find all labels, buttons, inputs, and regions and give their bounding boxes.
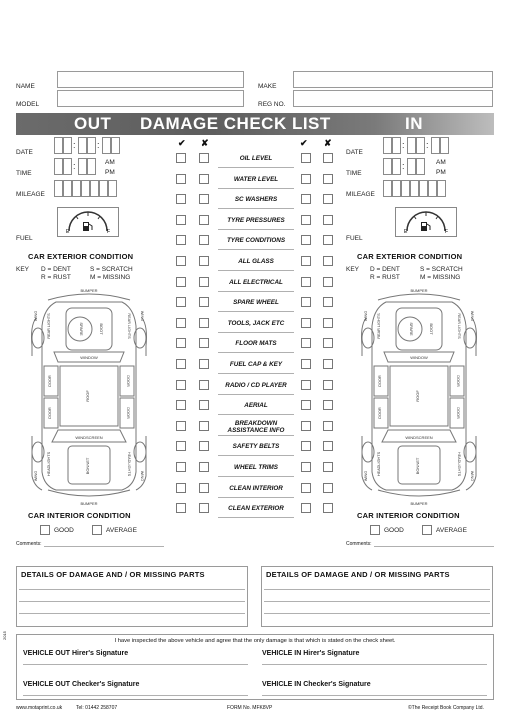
side-code: 2015 bbox=[2, 631, 7, 640]
in-yes-checkbox[interactable] bbox=[301, 400, 311, 410]
digit-box[interactable] bbox=[54, 180, 63, 197]
out-no-checkbox[interactable] bbox=[199, 338, 209, 348]
in-yes-checkbox[interactable] bbox=[301, 380, 311, 390]
checklist-row-line bbox=[218, 414, 294, 415]
in-yes-checkbox[interactable] bbox=[301, 338, 311, 348]
checklist-row-line bbox=[218, 373, 294, 374]
svg-text:F: F bbox=[445, 229, 449, 235]
in-no-checkbox[interactable] bbox=[323, 318, 333, 328]
left-interior-title: CAR INTERIOR CONDITION bbox=[28, 511, 131, 520]
right-average-label: AVERAGE bbox=[436, 527, 467, 534]
right-good-label: GOOD bbox=[384, 527, 404, 534]
right-time-label: TIME bbox=[346, 170, 362, 177]
out-no-checkbox[interactable] bbox=[199, 400, 209, 410]
right-key-s: S = SCRATCH bbox=[420, 266, 463, 273]
checklist-item-label: BREAKDOWN ASSISTANCE INFO bbox=[227, 420, 285, 434]
digit-box[interactable] bbox=[78, 137, 87, 154]
out-checker-signature-label: VEHICLE OUT Checker's Signature bbox=[23, 681, 140, 688]
checklist-row-line bbox=[218, 476, 294, 477]
name-label: NAME bbox=[16, 83, 35, 90]
digit-box[interactable] bbox=[72, 180, 81, 197]
out-no-checkbox[interactable] bbox=[199, 194, 209, 204]
left-average-label: AVERAGE bbox=[106, 527, 137, 534]
digit-box[interactable] bbox=[383, 180, 392, 197]
right-details-title: DETAILS OF DAMAGE AND / OR MISSING PARTS bbox=[266, 570, 450, 579]
footer-copyright: ©The Receipt Book Company Ltd. bbox=[408, 705, 484, 711]
right-fuel-gauge-icon[interactable] bbox=[395, 207, 457, 237]
checklist-row-line bbox=[218, 291, 294, 292]
bumper-label: BUMPER bbox=[410, 501, 428, 506]
in-yes-checkbox[interactable] bbox=[301, 421, 311, 431]
out-yes-checkbox[interactable] bbox=[176, 421, 186, 431]
out-no-checkbox[interactable] bbox=[199, 421, 209, 431]
checklist-item-label: TYRE CONDITIONS bbox=[226, 237, 286, 244]
digit-box[interactable] bbox=[416, 158, 425, 175]
in-yes-checkbox[interactable] bbox=[301, 359, 311, 369]
in-yes-checkbox[interactable] bbox=[301, 483, 311, 493]
out-yes-tick-icon: ✔ bbox=[178, 138, 186, 148]
checklist-row-line bbox=[218, 352, 294, 353]
digit-box[interactable] bbox=[63, 137, 72, 154]
rear-lights-label: REAR LIGHTS bbox=[127, 313, 131, 339]
title-banner bbox=[16, 113, 494, 135]
digit-box[interactable] bbox=[407, 137, 416, 154]
checklist-item-label: SAFETY BELTS bbox=[232, 443, 280, 450]
door-label: DOOR bbox=[126, 375, 130, 387]
checklist-item-label: RADIO / CD PLAYER bbox=[225, 382, 287, 389]
left-comments-label: Comments: bbox=[16, 541, 42, 547]
front-bumper bbox=[48, 490, 130, 496]
banner-in: IN bbox=[405, 114, 423, 133]
digit-box[interactable] bbox=[90, 180, 99, 197]
footer-form-number: FORM No. MFK8VP bbox=[227, 705, 273, 711]
boot-panel bbox=[396, 308, 442, 350]
right-date-label: DATE bbox=[346, 149, 363, 156]
digit-box[interactable] bbox=[63, 158, 72, 175]
in-yes-checkbox[interactable] bbox=[301, 462, 311, 472]
checklist-row-line bbox=[218, 332, 294, 333]
digit-box[interactable] bbox=[437, 180, 446, 197]
wing-label: WING bbox=[140, 470, 144, 482]
checklist-item-label: FLOOR MATS bbox=[235, 340, 277, 347]
in-yes-tick-icon: ✔ bbox=[300, 138, 308, 148]
headlights-label: HEADLIGHTS bbox=[377, 451, 381, 477]
bumper-label: BUMPER bbox=[80, 288, 98, 293]
out-yes-checkbox[interactable] bbox=[176, 441, 186, 451]
out-yes-checkbox[interactable] bbox=[176, 297, 186, 307]
out-no-checkbox[interactable] bbox=[199, 483, 209, 493]
digit-box[interactable] bbox=[54, 158, 63, 175]
bumper-label: BUMPER bbox=[80, 501, 98, 506]
digit-box[interactable] bbox=[383, 137, 392, 154]
separator: : bbox=[73, 161, 76, 171]
in-yes-checkbox[interactable] bbox=[301, 318, 311, 328]
checklist-row-line bbox=[218, 517, 294, 518]
right-fuel-label: FUEL bbox=[346, 235, 363, 242]
door-label: DOOR bbox=[456, 407, 460, 419]
model-label: MODEL bbox=[16, 101, 40, 108]
in-no-checkbox[interactable] bbox=[323, 400, 333, 410]
digit-box[interactable] bbox=[407, 158, 416, 175]
out-yes-checkbox[interactable] bbox=[176, 153, 186, 163]
in-checker-signature-line[interactable] bbox=[262, 695, 487, 696]
checklist-row-line bbox=[218, 435, 294, 436]
out-yes-checkbox[interactable] bbox=[176, 277, 186, 287]
right-key-d: D = DENT bbox=[370, 266, 400, 273]
out-yes-checkbox[interactable] bbox=[176, 359, 186, 369]
checklist-row-line bbox=[218, 188, 294, 189]
checklist-row-line bbox=[218, 229, 294, 230]
left-key-r: R = RUST bbox=[41, 274, 71, 281]
out-no-checkbox[interactable] bbox=[199, 503, 209, 513]
checklist-row-line bbox=[218, 167, 294, 168]
out-yes-checkbox[interactable] bbox=[176, 338, 186, 348]
left-key-m: M = MISSING bbox=[90, 274, 131, 281]
left-comments-line[interactable] bbox=[44, 546, 164, 547]
front-bumper bbox=[378, 490, 460, 496]
in-no-checkbox[interactable] bbox=[323, 277, 333, 287]
out-no-checkbox[interactable] bbox=[199, 235, 209, 245]
wing-label: WING bbox=[364, 470, 368, 482]
left-time-label: TIME bbox=[16, 170, 32, 177]
left-date-label: DATE bbox=[16, 149, 33, 156]
in-yes-checkbox[interactable] bbox=[301, 256, 311, 266]
bonnet-label: BONNET bbox=[85, 457, 90, 475]
checklist-item-label: SC WASHERS bbox=[234, 196, 278, 203]
digit-box[interactable] bbox=[87, 158, 96, 175]
checklist-row-line bbox=[218, 249, 294, 250]
digit-box[interactable] bbox=[416, 137, 425, 154]
footer-tel: Tel: 01442 258707 bbox=[76, 705, 118, 711]
in-no-checkbox[interactable] bbox=[323, 380, 333, 390]
digit-box[interactable] bbox=[87, 137, 96, 154]
out-no-checkbox[interactable] bbox=[199, 256, 209, 266]
roof-label: ROOF bbox=[85, 390, 90, 402]
in-no-checkbox[interactable] bbox=[323, 359, 333, 369]
out-yes-checkbox[interactable] bbox=[176, 400, 186, 410]
checklist-row-line bbox=[218, 497, 294, 498]
headlights-label: HEADLIGHTS bbox=[127, 451, 131, 477]
in-hirer-signature-line[interactable] bbox=[262, 664, 487, 665]
out-no-checkbox[interactable] bbox=[199, 318, 209, 328]
headlights-label: HEADLIGHTS bbox=[457, 451, 461, 477]
boot-label: BOOT bbox=[99, 323, 104, 335]
out-no-cross-icon: ✘ bbox=[201, 138, 209, 148]
car-outline-icon bbox=[358, 286, 480, 508]
in-no-checkbox[interactable] bbox=[323, 215, 333, 225]
digit-box[interactable] bbox=[102, 137, 111, 154]
car-outline-icon bbox=[28, 286, 150, 508]
checklist-item-label: ALL ELECTRICAL bbox=[229, 279, 283, 286]
out-yes-checkbox[interactable] bbox=[176, 380, 186, 390]
left-good-checkbox[interactable] bbox=[40, 525, 50, 535]
right-key-label: KEY bbox=[346, 266, 360, 273]
in-yes-checkbox[interactable] bbox=[301, 503, 311, 513]
checklist-item-label: WATER LEVEL bbox=[233, 176, 279, 183]
roof-label: ROOF bbox=[415, 390, 420, 402]
checklist-item-label: TOOLS, JACK ETC bbox=[227, 320, 285, 327]
in-hirer-signature-label: VEHICLE IN Hirer's Signature bbox=[262, 650, 360, 657]
rear-bumper bbox=[378, 294, 460, 300]
in-yes-checkbox[interactable] bbox=[301, 194, 311, 204]
digit-box[interactable] bbox=[78, 158, 87, 175]
headlights-label: HEADLIGHTS bbox=[47, 451, 51, 477]
left-details-line-2[interactable] bbox=[19, 601, 245, 602]
checklist-row-line bbox=[218, 394, 294, 395]
svg-text:F: F bbox=[107, 229, 111, 235]
checklist-row-line bbox=[218, 455, 294, 456]
right-comments-line[interactable] bbox=[374, 546, 494, 547]
digit-box[interactable] bbox=[428, 180, 437, 197]
right-am-label: AM bbox=[436, 159, 446, 166]
checklist-item-label: TYRE PRESSURES bbox=[227, 217, 285, 224]
rear-bumper bbox=[48, 294, 130, 300]
bumper-label: BUMPER bbox=[410, 288, 428, 293]
make-label: MAKE bbox=[258, 83, 277, 90]
digit-box[interactable] bbox=[111, 137, 120, 154]
out-hirer-signature-label: VEHICLE OUT Hirer's Signature bbox=[23, 650, 129, 657]
left-mileage-label: MILEAGE bbox=[16, 191, 45, 198]
in-checker-signature-label: VEHICLE IN Checker's Signature bbox=[262, 681, 371, 688]
digit-box[interactable] bbox=[383, 158, 392, 175]
checklist-row-line bbox=[218, 208, 294, 209]
checklist-item-label: AERIAL bbox=[244, 402, 268, 409]
boot-panel bbox=[66, 308, 112, 350]
checklist-item-label: SPARE WHEEL bbox=[233, 299, 279, 306]
digit-box[interactable] bbox=[108, 180, 117, 197]
right-key-m: M = MISSING bbox=[420, 274, 461, 281]
reg-label: REG NO. bbox=[258, 101, 286, 108]
svg-text:E: E bbox=[404, 229, 408, 235]
checklist-item-label: WHEEL TRIMS bbox=[234, 464, 278, 471]
wing-label: WING bbox=[470, 310, 474, 322]
right-exterior-title: CAR EXTERIOR CONDITION bbox=[357, 252, 463, 261]
checklist-row-line bbox=[218, 311, 294, 312]
make-field[interactable] bbox=[293, 71, 493, 88]
left-fuel-label: FUEL bbox=[16, 235, 33, 242]
wing-label: WING bbox=[140, 310, 144, 322]
digit-box[interactable] bbox=[392, 158, 401, 175]
in-no-checkbox[interactable] bbox=[323, 297, 333, 307]
checklist-item-label: FUEL CAP & KEY bbox=[229, 361, 283, 368]
agreement-statement: I have inspected the above vehicle and agree that the only damage is that which is stated on the check sheet. bbox=[114, 638, 396, 644]
out-no-checkbox[interactable] bbox=[199, 277, 209, 287]
in-no-checkbox[interactable] bbox=[323, 256, 333, 266]
right-comments-label: Comments: bbox=[346, 541, 372, 547]
checklist-item-label: CLEAN EXTERIOR bbox=[228, 505, 284, 512]
left-details-line-3[interactable] bbox=[19, 613, 245, 614]
out-yes-checkbox[interactable] bbox=[176, 235, 186, 245]
separator: : bbox=[402, 140, 405, 150]
out-hirer-signature-line[interactable] bbox=[23, 664, 248, 665]
rear-lights-label: REAR LIGHTS bbox=[377, 313, 381, 339]
in-yes-checkbox[interactable] bbox=[301, 174, 311, 184]
out-no-checkbox[interactable] bbox=[199, 359, 209, 369]
digit-box[interactable] bbox=[431, 137, 440, 154]
digit-box[interactable] bbox=[392, 180, 401, 197]
spare-label: SPARE bbox=[409, 322, 414, 336]
in-no-checkbox[interactable] bbox=[323, 421, 333, 431]
right-good-checkbox[interactable] bbox=[370, 525, 380, 535]
door-label: DOOR bbox=[378, 407, 382, 419]
spare-label: SPARE bbox=[79, 322, 84, 336]
door-label: DOOR bbox=[48, 375, 52, 387]
in-no-checkbox[interactable] bbox=[323, 235, 333, 245]
in-no-checkbox[interactable] bbox=[323, 503, 333, 513]
digit-box[interactable] bbox=[410, 180, 419, 197]
window-label: WINDOW bbox=[80, 355, 98, 360]
left-key-s: S = SCRATCH bbox=[90, 266, 133, 273]
separator: : bbox=[97, 140, 100, 150]
right-average-checkbox[interactable] bbox=[422, 525, 432, 535]
rear-lights-label: REAR LIGHTS bbox=[457, 313, 461, 339]
right-key-r: R = RUST bbox=[370, 274, 400, 281]
wing-label: WING bbox=[34, 310, 38, 322]
name-field[interactable] bbox=[57, 71, 244, 88]
in-no-checkbox[interactable] bbox=[323, 194, 333, 204]
left-key-d: D = DENT bbox=[41, 266, 71, 273]
in-no-checkbox[interactable] bbox=[323, 483, 333, 493]
bonnet-label: BONNET bbox=[415, 457, 420, 475]
out-no-checkbox[interactable] bbox=[199, 215, 209, 225]
digit-box[interactable] bbox=[81, 180, 90, 197]
model-field[interactable] bbox=[57, 90, 244, 107]
wing-label: WING bbox=[470, 470, 474, 482]
left-details-box[interactable] bbox=[16, 566, 248, 627]
left-average-checkbox[interactable] bbox=[92, 525, 102, 535]
out-yes-checkbox[interactable] bbox=[176, 194, 186, 204]
out-yes-checkbox[interactable] bbox=[176, 483, 186, 493]
banner-out: OUT bbox=[74, 114, 112, 133]
in-no-cross-icon: ✘ bbox=[324, 138, 332, 148]
out-no-checkbox[interactable] bbox=[199, 380, 209, 390]
digit-box[interactable] bbox=[440, 137, 449, 154]
right-interior-title: CAR INTERIOR CONDITION bbox=[357, 511, 460, 520]
out-no-checkbox[interactable] bbox=[199, 462, 209, 472]
signature-box bbox=[16, 634, 494, 700]
out-no-checkbox[interactable] bbox=[199, 441, 209, 451]
wing-label: WING bbox=[364, 310, 368, 322]
right-details-line-1[interactable] bbox=[264, 589, 490, 590]
in-no-checkbox[interactable] bbox=[323, 174, 333, 184]
footer-website: www.motaprint.co.uk bbox=[16, 705, 63, 711]
right-details-line-2[interactable] bbox=[264, 601, 490, 602]
in-yes-checkbox[interactable] bbox=[301, 277, 311, 287]
checklist-item-label: OIL LEVEL bbox=[239, 155, 273, 162]
left-pm-label: PM bbox=[105, 169, 115, 176]
out-yes-checkbox[interactable] bbox=[176, 462, 186, 472]
in-yes-checkbox[interactable] bbox=[301, 153, 311, 163]
right-pm-label: PM bbox=[436, 169, 446, 176]
door-label: DOOR bbox=[456, 375, 460, 387]
out-no-checkbox[interactable] bbox=[199, 153, 209, 163]
in-yes-checkbox[interactable] bbox=[301, 441, 311, 451]
in-no-checkbox[interactable] bbox=[323, 153, 333, 163]
in-no-checkbox[interactable] bbox=[323, 338, 333, 348]
out-yes-checkbox[interactable] bbox=[176, 215, 186, 225]
in-no-checkbox[interactable] bbox=[323, 441, 333, 451]
out-checker-signature-line[interactable] bbox=[23, 695, 248, 696]
rear-lights-label: REAR LIGHTS bbox=[47, 313, 51, 339]
banner-title: DAMAGE CHECK LIST bbox=[140, 114, 331, 133]
reg-field[interactable] bbox=[293, 90, 493, 107]
out-yes-checkbox[interactable] bbox=[176, 256, 186, 266]
door-label: DOOR bbox=[126, 407, 130, 419]
out-yes-checkbox[interactable] bbox=[176, 318, 186, 328]
left-good-label: GOOD bbox=[54, 527, 74, 534]
boot-label: BOOT bbox=[429, 323, 434, 335]
out-no-checkbox[interactable] bbox=[199, 297, 209, 307]
out-yes-checkbox[interactable] bbox=[176, 503, 186, 513]
left-exterior-title: CAR EXTERIOR CONDITION bbox=[28, 252, 134, 261]
left-details-title: DETAILS OF DAMAGE AND / OR MISSING PARTS bbox=[21, 570, 205, 579]
digit-box[interactable] bbox=[392, 137, 401, 154]
front-wing-right bbox=[466, 436, 476, 490]
in-yes-checkbox[interactable] bbox=[301, 297, 311, 307]
left-key-label: KEY bbox=[16, 266, 30, 273]
window-label: WINDOW bbox=[410, 355, 428, 360]
right-mileage-label: MILEAGE bbox=[346, 191, 375, 198]
in-yes-checkbox[interactable] bbox=[301, 235, 311, 245]
svg-text:E: E bbox=[66, 229, 70, 235]
in-yes-checkbox[interactable] bbox=[301, 215, 311, 225]
right-details-box[interactable] bbox=[261, 566, 493, 627]
checklist-item-label: ALL GLASS bbox=[238, 258, 274, 265]
digit-box[interactable] bbox=[54, 137, 63, 154]
checklist-item-label: CLEAN INTERIOR bbox=[229, 485, 283, 492]
windscreen-label: WINDSCREEN bbox=[405, 435, 433, 440]
digit-box[interactable] bbox=[401, 180, 410, 197]
digit-box[interactable] bbox=[63, 180, 72, 197]
left-details-line-1[interactable] bbox=[19, 589, 245, 590]
windscreen-label: WINDSCREEN bbox=[75, 435, 103, 440]
out-no-checkbox[interactable] bbox=[199, 174, 209, 184]
front-wing-right bbox=[136, 436, 146, 490]
checklist-row-line bbox=[218, 270, 294, 271]
wing-label: WING bbox=[34, 470, 38, 482]
separator: : bbox=[426, 140, 429, 150]
door-label: DOOR bbox=[48, 407, 52, 419]
separator: : bbox=[402, 161, 405, 171]
digit-box[interactable] bbox=[419, 180, 428, 197]
right-details-line-3[interactable] bbox=[264, 613, 490, 614]
left-am-label: AM bbox=[105, 159, 115, 166]
out-yes-checkbox[interactable] bbox=[176, 174, 186, 184]
door-label: DOOR bbox=[378, 375, 382, 387]
in-no-checkbox[interactable] bbox=[323, 462, 333, 472]
separator: : bbox=[73, 140, 76, 150]
digit-box[interactable] bbox=[99, 180, 108, 197]
left-fuel-gauge-icon[interactable] bbox=[57, 207, 119, 237]
